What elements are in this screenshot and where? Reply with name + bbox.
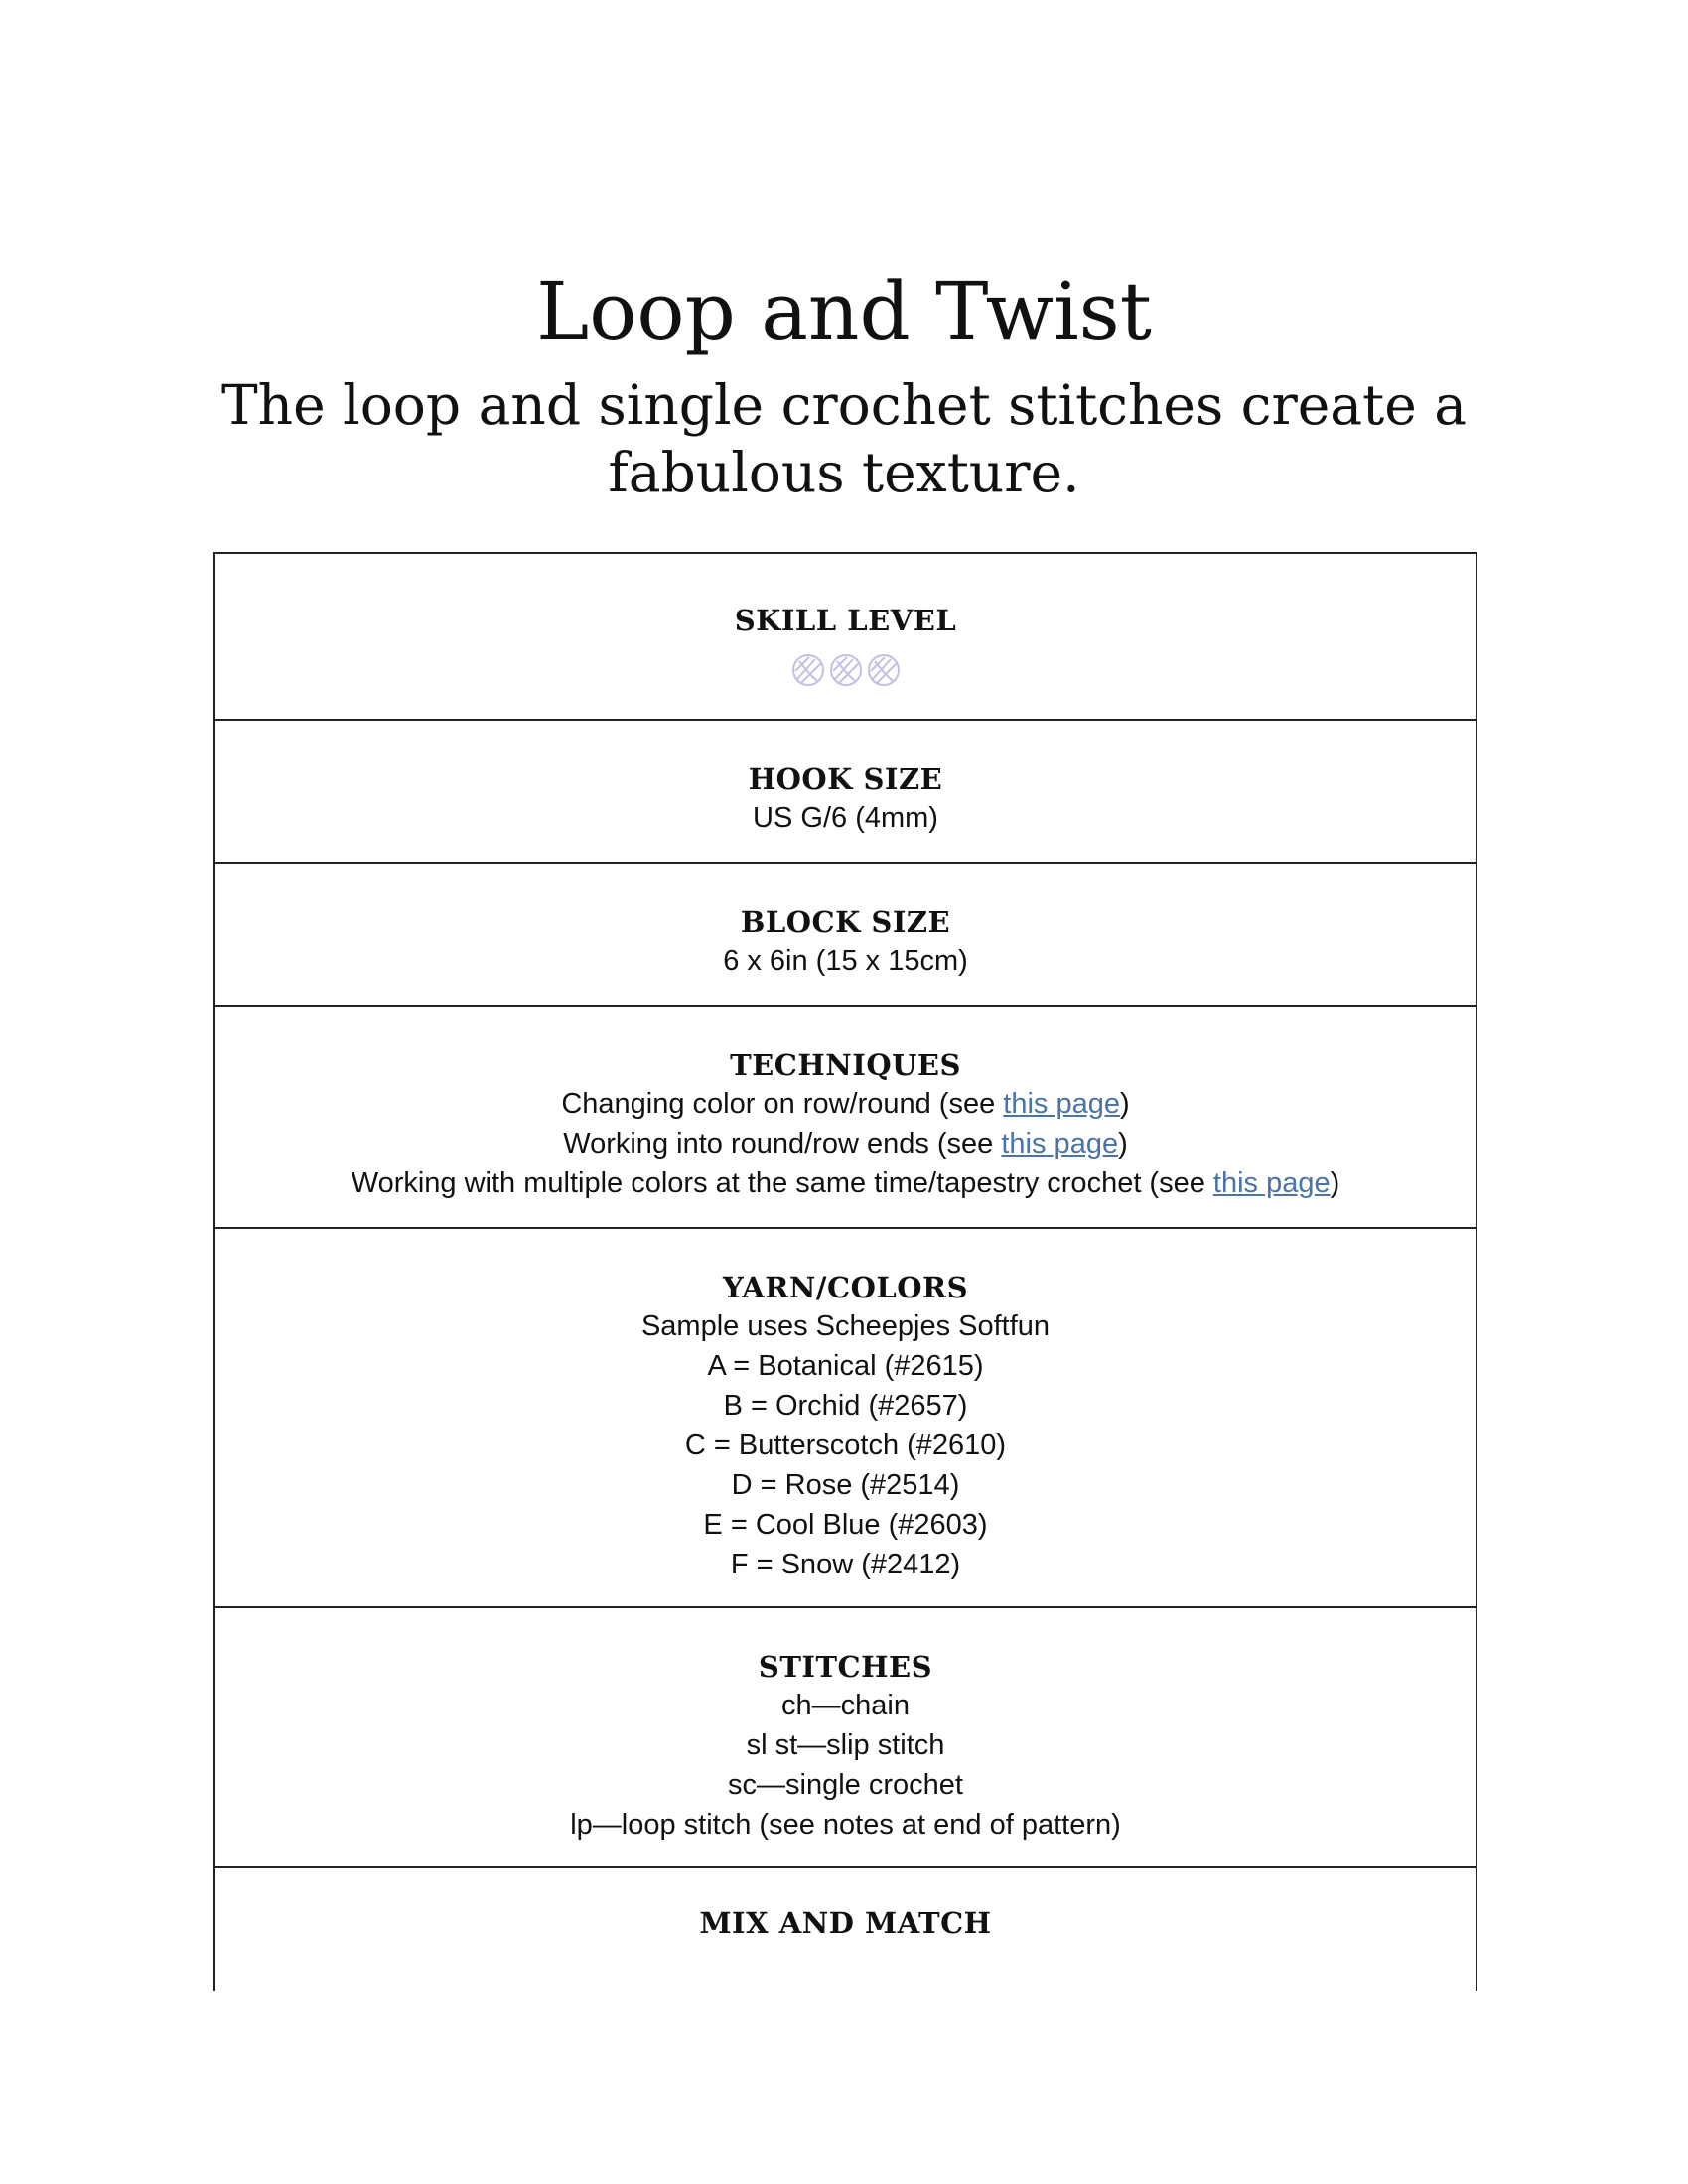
technique-link[interactable]: this page [1001,1128,1119,1160]
technique-link[interactable]: this page [1003,1088,1120,1120]
hook-size-value: US G/6 (4mm) [753,802,938,834]
technique-text: Working into round/row ends (see [563,1128,1002,1160]
yarn-ball-icon [791,653,825,687]
technique-text-end: ) [1118,1128,1128,1160]
yarn-ball-icon [829,653,863,687]
hook-size-row [215,721,1476,864]
page-title: Loop and Twist [536,265,1152,357]
yarn-line: B = Orchid (#2657) [723,1390,968,1422]
technique-text: Working with multiple colors at the same time/tapestry crochet (see [351,1167,1213,1199]
yarn-colors-row [215,1229,1476,1608]
pattern-spec-table [213,552,1477,1991]
stitch-line: sl st—slip stitch [746,1729,945,1761]
yarn-line: E = Cool Blue (#2603) [703,1509,988,1541]
skill-level-heading: SKILL LEVEL [734,604,957,637]
technique-text: Changing color on row/round (see [561,1088,1004,1120]
stitches-row [215,1608,1476,1868]
stitch-line: sc—single crochet [728,1769,963,1801]
technique-text-end: ) [1119,1088,1130,1120]
techniques-row [215,1007,1476,1229]
technique-item [215,1163,1476,1203]
stitches-heading: STITCHES [758,1650,933,1684]
technique-item [215,1124,1476,1163]
yarn-line: C = Butterscotch (#2610) [684,1430,1007,1461]
skill-level-row [215,554,1476,721]
page-subtitle: The loop and single crochet stitches create a fabulous texture. [220,373,1468,504]
block-size-row [215,864,1476,1007]
yarn-line: Sample uses Scheepjes Softfun [640,1310,1051,1342]
skill-level-rating [215,653,1476,687]
technique-item [215,1084,1476,1124]
technique-text-end: ) [1330,1167,1340,1199]
technique-link[interactable]: this page [1212,1167,1331,1199]
hook-size-heading: HOOK SIZE [748,762,943,796]
yarn-line: D = Rose (#2514) [731,1469,960,1501]
yarn-ball-icon [867,653,901,687]
stitch-line: lp—loop stitch (see notes at end of pattern) [570,1809,1121,1841]
techniques-heading: TECHNIQUES [730,1048,961,1082]
mix-and-match-row [215,1868,1476,1991]
yarn-line: A = Botanical (#2615) [707,1350,984,1382]
yarn-line: F = Snow (#2412) [730,1549,961,1580]
mix-and-match-heading: MIX AND MATCH [699,1906,992,1940]
block-size-value: 6 x 6in (15 x 15cm) [723,945,968,977]
block-size-heading: BLOCK SIZE [740,905,951,939]
yarn-colors-heading: YARN/COLORS [722,1271,969,1304]
stitch-line: ch—chain [781,1690,910,1721]
